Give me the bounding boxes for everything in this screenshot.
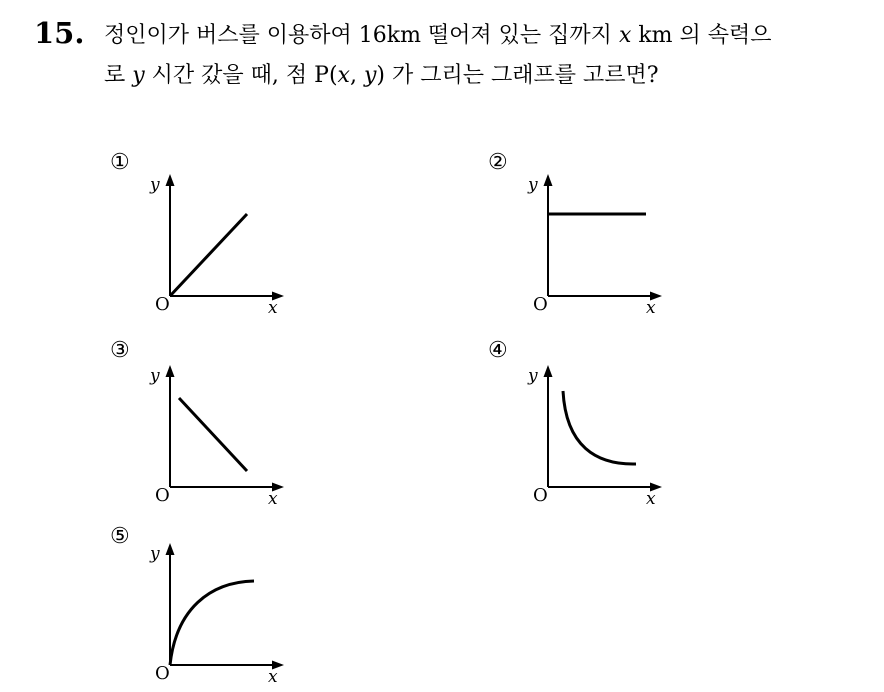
point-comma: ,	[349, 63, 364, 88]
choice-2-graph[interactable]	[518, 170, 668, 318]
question-number: 15.	[34, 16, 85, 50]
origin-label: O	[533, 294, 548, 315]
y-axis-arrow-icon	[544, 365, 553, 377]
question-text-line1-suffix: km 의 속력으	[631, 23, 772, 48]
choice-4-graph[interactable]	[518, 361, 668, 509]
origin-label: O	[533, 485, 548, 506]
choice-5-label[interactable]: ⑤	[110, 524, 130, 549]
point-y: y	[363, 63, 377, 88]
y-axis-label: y	[150, 175, 160, 195]
question-text-line1-prefix: 정인이가 버스를 이용하여 16km 떨어져 있는 집까지	[104, 23, 619, 48]
y-axis-label: y	[150, 366, 160, 386]
question-var-x: x	[618, 23, 632, 48]
choice-1-label[interactable]: ①	[110, 150, 130, 175]
y-axis-arrow-icon	[166, 543, 175, 555]
graph-curve-increasing-line	[170, 214, 247, 296]
point-x: x	[337, 63, 350, 88]
question-text-line1	[104, 18, 772, 49]
question-text-line2	[104, 58, 659, 89]
question-text-line2-part3: ) 가 그리는 그래프를 고르면?	[376, 63, 659, 88]
y-axis-arrow-icon	[166, 365, 175, 377]
graph-curve-decreasing-hyperbola	[563, 391, 636, 464]
question-var-y: y	[132, 63, 145, 88]
origin-label: O	[155, 485, 170, 506]
x-axis-label: x	[268, 298, 278, 318]
y-axis-label: y	[528, 366, 538, 386]
choice-3-label[interactable]: ③	[110, 338, 130, 363]
question-text-line2-part1: 로	[104, 63, 133, 88]
choice-4-label[interactable]: ④	[488, 338, 508, 363]
question-text-line2-part2: 시간 갔을 때, 점 P(	[144, 63, 338, 88]
graph-curve-concave-increasing	[170, 581, 254, 665]
y-axis-arrow-icon	[166, 174, 175, 186]
x-axis-label: x	[268, 489, 278, 509]
x-axis-label: x	[268, 667, 278, 687]
origin-label: O	[155, 663, 170, 684]
y-axis-label: y	[150, 544, 160, 564]
x-axis-label: x	[646, 489, 656, 509]
y-axis-label: y	[528, 175, 538, 195]
x-axis-label: x	[646, 298, 656, 318]
graph-curve-decreasing-line	[179, 398, 247, 471]
choice-1-graph[interactable]	[140, 170, 290, 318]
y-axis-arrow-icon	[544, 174, 553, 186]
choice-5-graph[interactable]	[140, 539, 290, 687]
choice-2-label[interactable]: ②	[488, 150, 508, 175]
choice-3-graph[interactable]	[140, 361, 290, 509]
origin-label: O	[155, 294, 170, 315]
